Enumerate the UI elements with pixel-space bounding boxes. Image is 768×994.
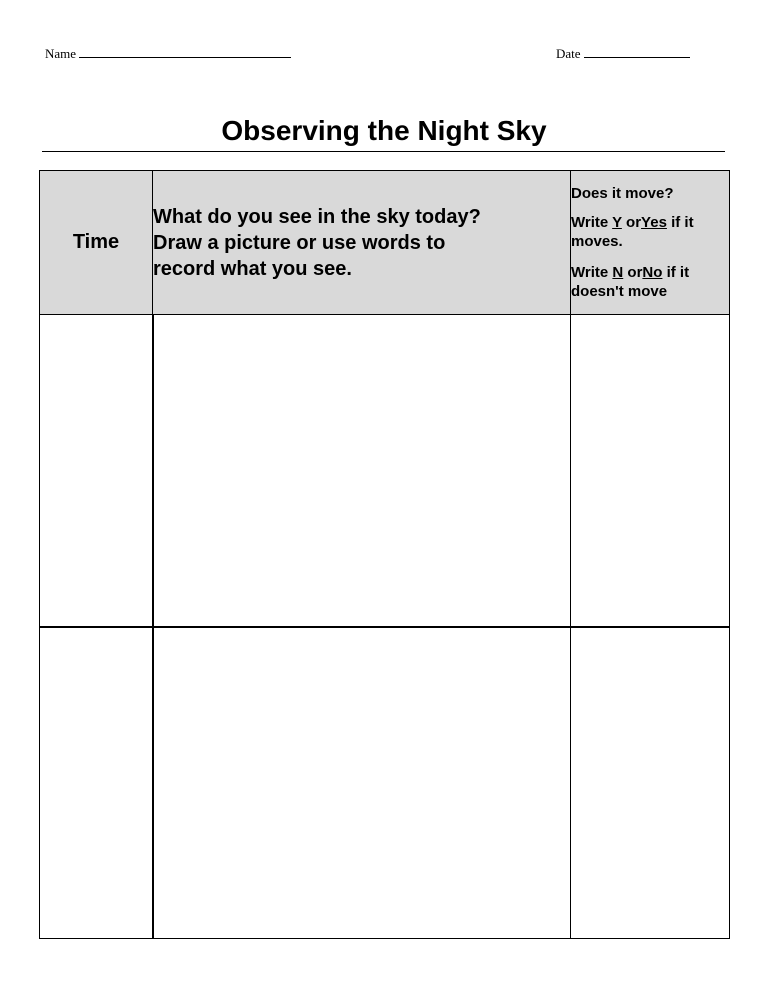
table-row (40, 315, 730, 627)
moves-cell[interactable] (571, 315, 730, 627)
observation-cell[interactable] (153, 627, 571, 939)
moves-cell[interactable] (571, 627, 730, 939)
page-title: Observing the Night Sky (221, 115, 547, 146)
title-divider (42, 151, 725, 152)
moves-column-header (571, 171, 730, 315)
observation-column-header (153, 171, 571, 315)
time-cell[interactable] (40, 315, 153, 627)
date-label: Date (556, 46, 581, 61)
moves-yes-instruction: Write Y orYes if it moves. (571, 214, 694, 250)
observation-header-line-2: Draw a picture or use words to (153, 231, 446, 254)
observation-table (39, 170, 730, 939)
observation-header-line-3: record what you see. (153, 257, 352, 280)
time-column-header: Time (40, 171, 153, 315)
table-header-row (40, 171, 730, 315)
name-field[interactable] (45, 46, 291, 62)
observation-header-line-1: What do you see in the sky today? (153, 205, 481, 228)
moves-no-instruction: Write N orNo if it doesn't move (571, 264, 690, 300)
name-label: Name (45, 46, 77, 61)
no-letter: N (612, 264, 624, 281)
time-cell[interactable] (40, 627, 153, 939)
moves-question: Does it move? (571, 185, 674, 202)
observation-cell[interactable] (153, 315, 571, 627)
table-row (40, 627, 730, 939)
name-line[interactable] (79, 46, 291, 58)
date-line[interactable] (584, 46, 690, 58)
yes-letter: Y (612, 214, 622, 231)
no-word: No (642, 264, 663, 281)
yes-word: Yes (641, 214, 667, 231)
date-field[interactable] (556, 46, 690, 62)
